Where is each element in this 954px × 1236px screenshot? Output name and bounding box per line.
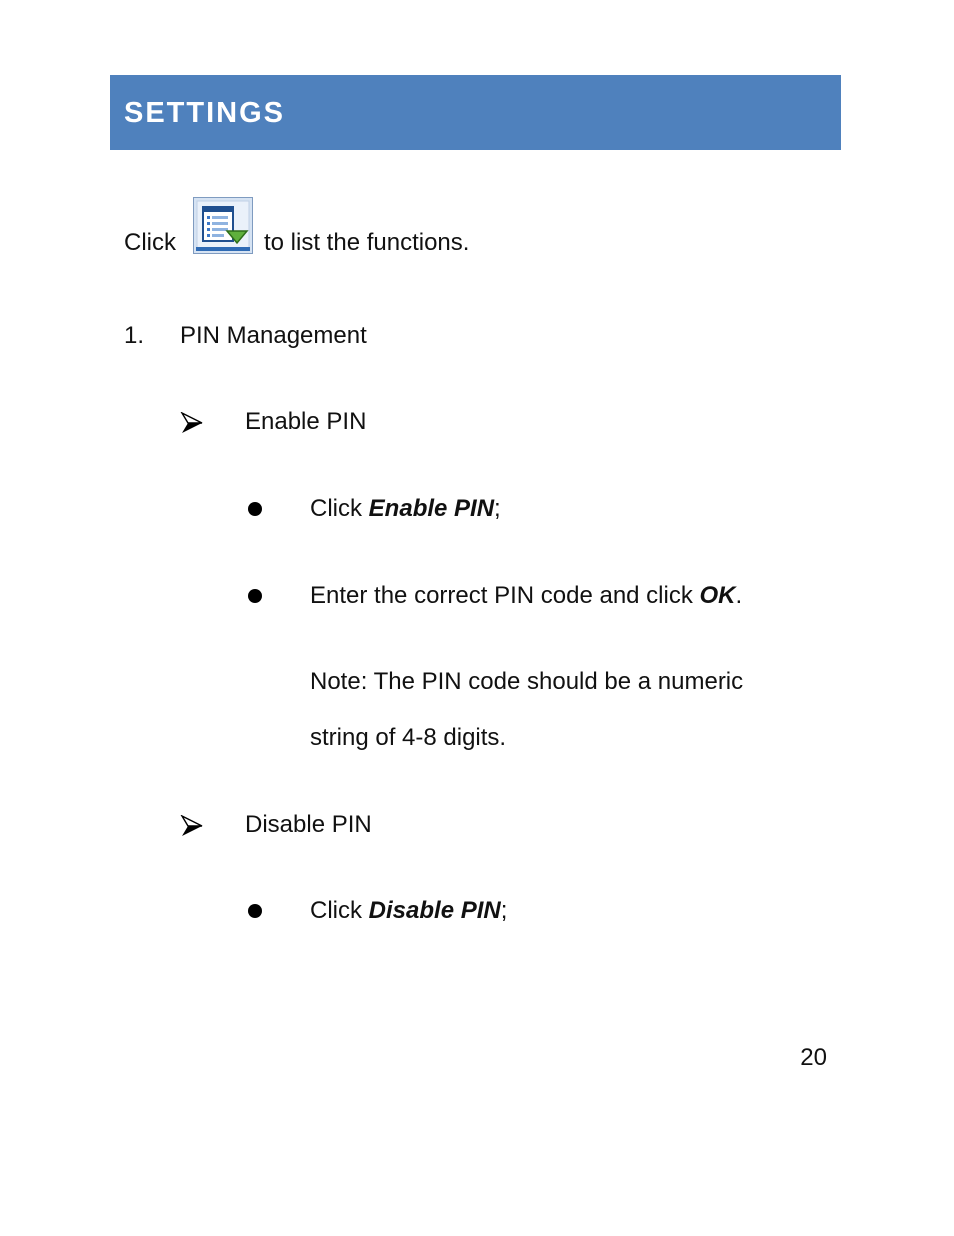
list-functions-icon [193,197,253,254]
intro-text-start: Click [124,229,176,256]
enable-pin-step-1: Click Enable PIN; [310,495,501,522]
enable-pin-heading: Enable PIN [245,408,367,435]
bullet-dot-icon [248,589,262,603]
disable-pin-heading: Disable PIN [245,811,372,838]
enable-pin-step-2: Enter the correct PIN code and click OK. [310,582,743,609]
section-heading: PIN Management [180,322,367,349]
section-header-bar [110,75,841,150]
section-title: SETTINGS [124,97,286,129]
bullet-dot-icon [248,502,262,516]
pin-note-line-1: Note: The PIN code should be a numeric [310,668,744,695]
page-number: 20 [800,1044,827,1071]
intro-text-end: to list the functions. [264,229,470,256]
arrow-bullet-icon [180,412,204,434]
disable-pin-step-1: Click Disable PIN; [310,897,508,924]
section-number: 1. [124,322,145,349]
pin-note-line-2: string of 4-8 digits. [310,724,507,751]
bullet-dot-icon [248,904,262,918]
arrow-bullet-icon [180,815,204,837]
